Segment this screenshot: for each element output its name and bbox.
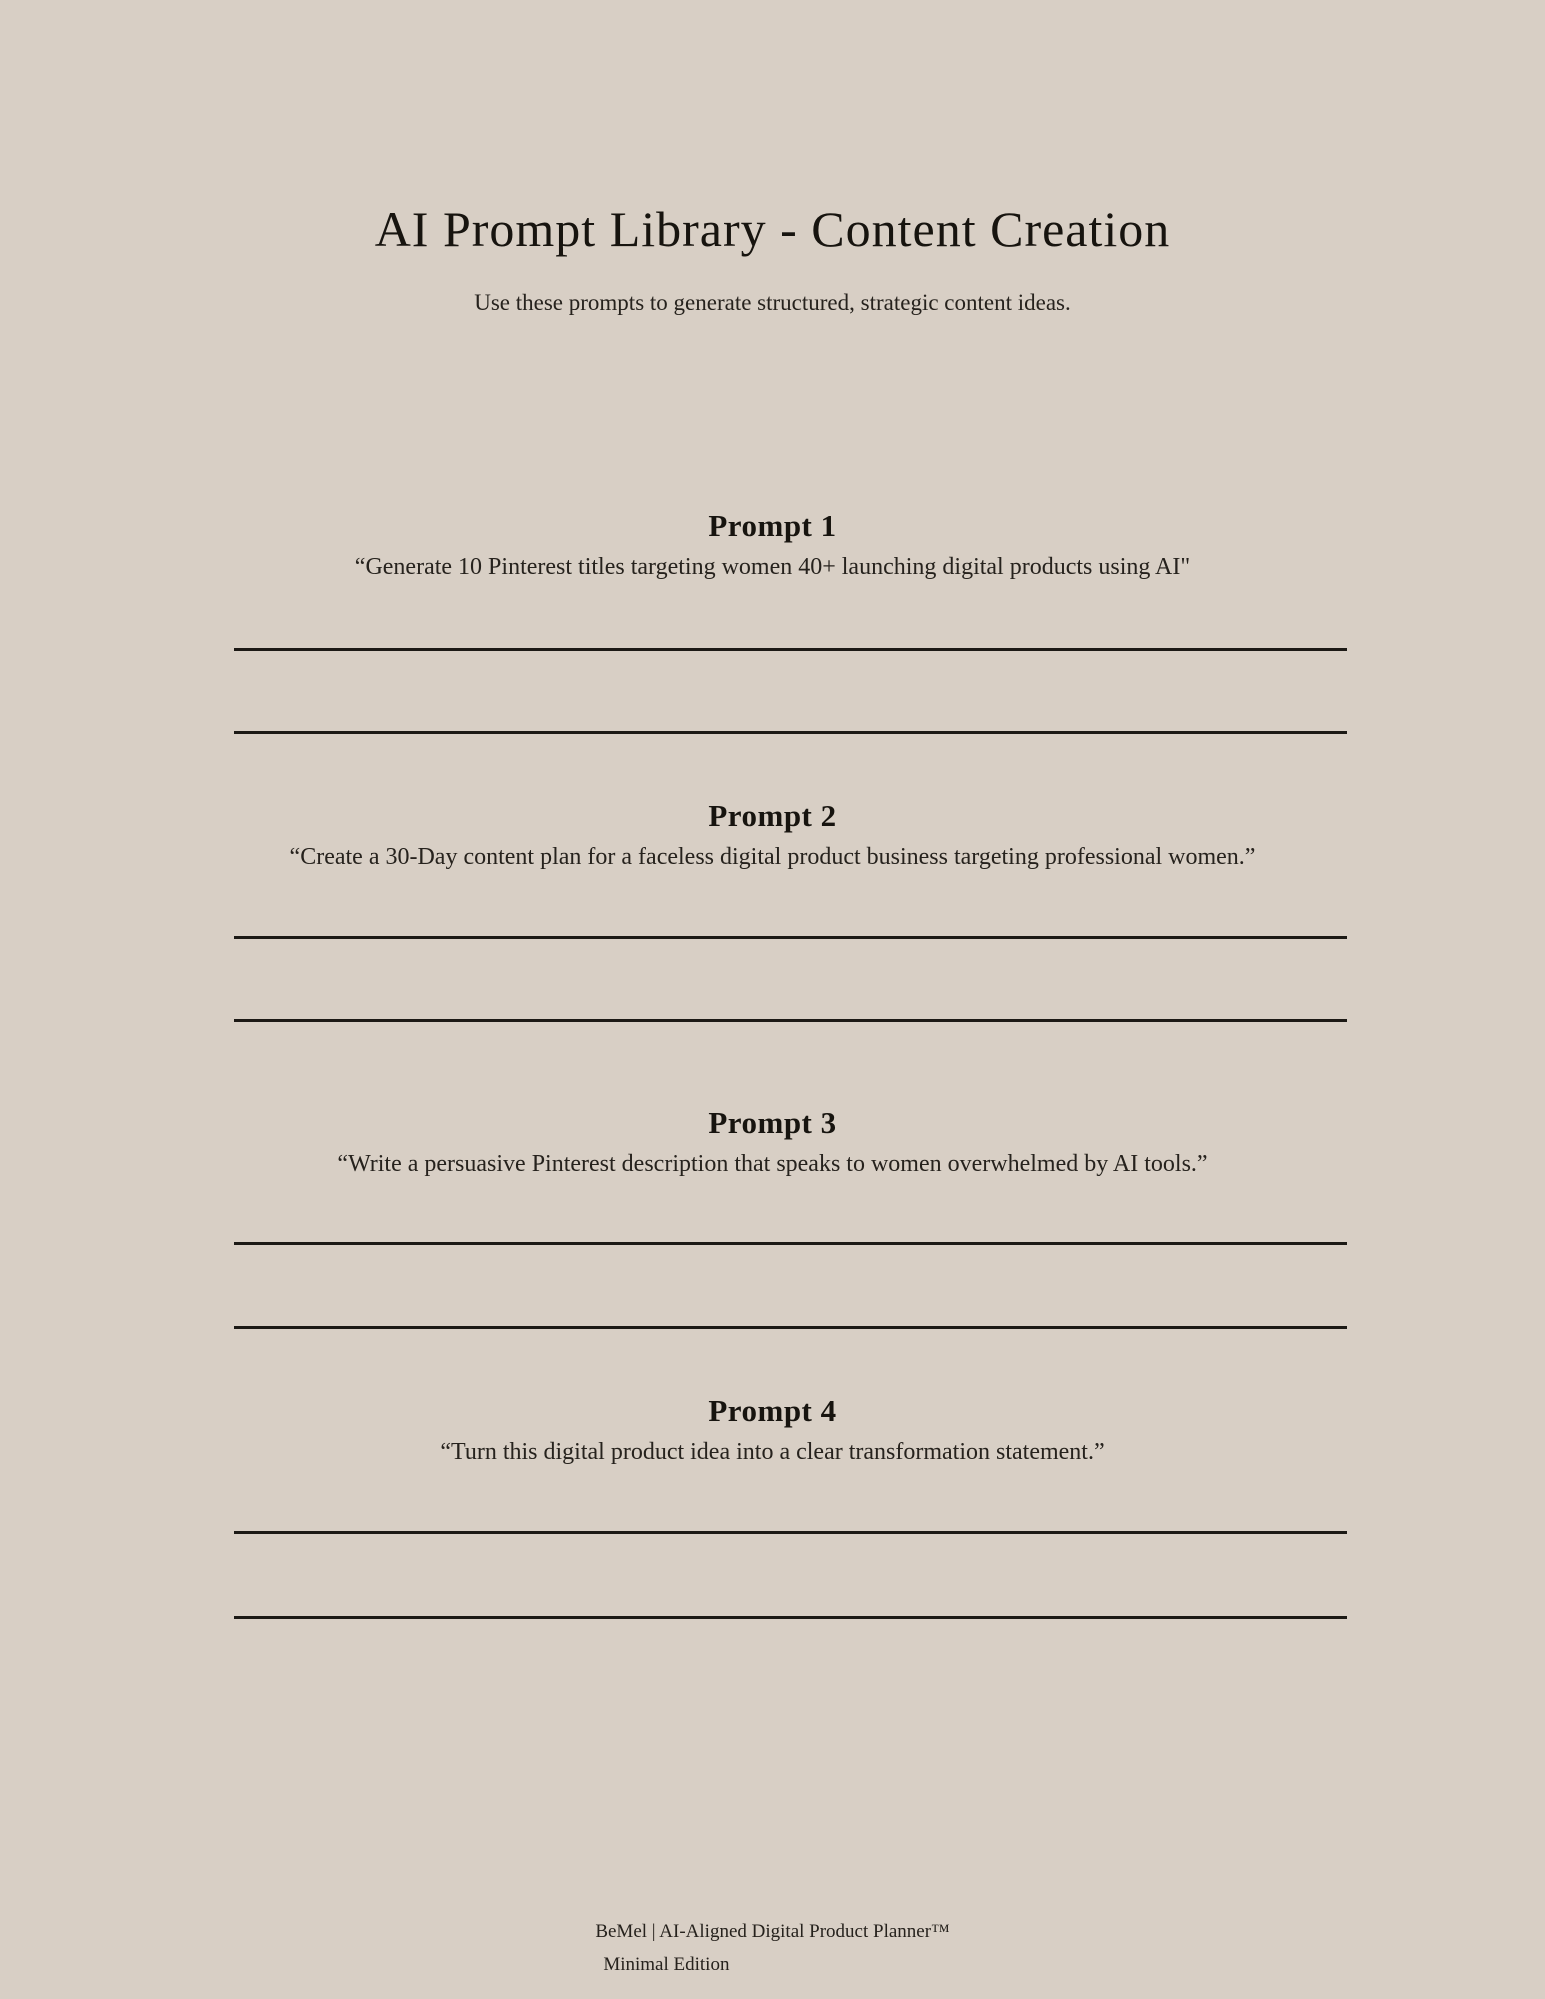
footer-brand: BeMel | AI-Aligned Digital Product Planner™ [595, 1921, 950, 1942]
prompt-1-heading: Prompt 1 [708, 508, 837, 543]
prompt-section-2 [0, 798, 1545, 871]
prompt-3-text: “Write a persuasive Pinterest description that speaks to women overwhelmed by AI tools.” [337, 1151, 1208, 1177]
prompt-section-3 [0, 1105, 1545, 1178]
footer [595, 1916, 949, 1982]
page-subtitle: Use these prompts to generate structured, strategic content ideas. [474, 290, 1071, 315]
writing-line [234, 1242, 1347, 1245]
prompt-2-text: “Create a 30-Day content plan for a faceless digital product business targeting professional women.” [289, 844, 1256, 870]
prompt-section-1 [0, 508, 1545, 581]
writing-line [234, 1531, 1347, 1534]
prompt-section-4 [0, 1393, 1545, 1466]
footer-edition: Minimal Edition [603, 1953, 730, 1975]
prompt-2-heading: Prompt 2 [708, 798, 837, 833]
writing-line [234, 648, 1347, 651]
writing-line [234, 1326, 1347, 1329]
prompt-1-text: “Generate 10 Pinterest titles targeting women 40+ launching digital products using AI" [354, 554, 1191, 580]
writing-line [234, 731, 1347, 734]
prompt-4-heading: Prompt 4 [708, 1393, 837, 1428]
page-title: AI Prompt Library - Content Creation [374, 201, 1171, 257]
prompt-4-text: “Turn this digital product idea into a clear transformation statement.” [440, 1439, 1105, 1465]
prompt-3-heading: Prompt 3 [708, 1105, 837, 1140]
writing-line [234, 1616, 1347, 1619]
writing-line [234, 1019, 1347, 1022]
writing-line [234, 936, 1347, 939]
